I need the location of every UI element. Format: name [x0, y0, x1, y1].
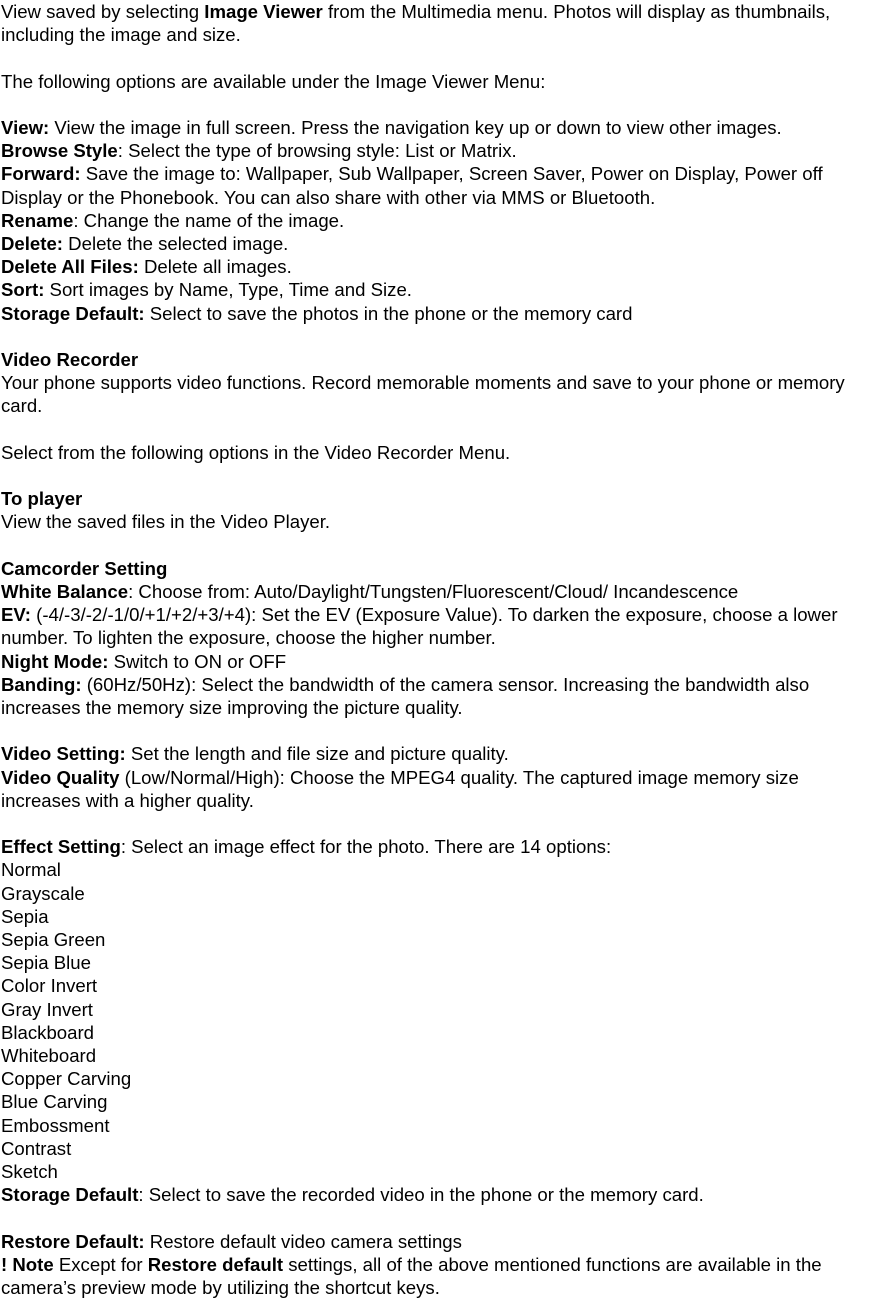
note-paragraph — [1, 1253, 874, 1299]
item-desc: Delete the selected image. — [63, 233, 289, 254]
image-viewer-item-delete — [1, 232, 874, 255]
item-desc: : Change the name of the image. — [73, 209, 345, 231]
item-term: Storage Default — [1, 1184, 139, 1206]
item-term: Video Setting: — [1, 743, 126, 765]
note-bold: Restore default — [147, 1253, 284, 1275]
item-desc: Delete all images. — [138, 256, 292, 278]
item-desc: View the image in full screen. Press the navigation key up or down to view other images. — [49, 116, 782, 138]
effect-option: Gray Invert — [1, 998, 93, 1020]
item-term: Night Mode: — [1, 650, 109, 672]
to-player-desc: View the saved files in the Video Player. — [1, 511, 331, 533]
intro-paragraph — [1, 0, 874, 46]
intro-post: from the Multimedia menu. Photos will display as thumbnails, including the image and size. — [1, 1, 831, 46]
video-recorder-menu-intro: Select from the following options in the Video Recorder Menu. — [1, 441, 511, 463]
item-desc: Select to save the photos in the phone or the memory card — [144, 302, 633, 324]
item-desc: Set the length and file size and picture quality. — [125, 743, 509, 765]
camcorder-item-ev — [1, 603, 874, 649]
heading-text: To player — [1, 488, 83, 510]
item-desc: (Low/Normal/High): Choose the MPEG4 quality. The captured image memory size increases with a higher quality. — [1, 766, 799, 811]
item-desc: Save the image to: Wallpaper, Sub Wallpaper, Screen Saver, Power on Display, Power off Display or the Phonebook. You can also share with other via MMS or Bluetooth. — [1, 163, 823, 208]
item-term: White Balance — [1, 580, 129, 602]
effect-option: Grayscale — [1, 882, 85, 904]
video-quality — [1, 766, 874, 812]
camcorder-heading — [1, 557, 874, 580]
item-term: View: — [1, 116, 50, 138]
restore-default — [1, 1230, 874, 1253]
item-desc: : Select an image effect for the photo. There are 14 options: — [120, 836, 612, 858]
item-desc: : Choose from: Auto/Daylight/Tungsten/Fluorescent/Cloud/ Incandescence — [128, 580, 739, 602]
item-desc: Switch to ON or OFF — [108, 650, 287, 672]
effect-option: Sketch — [1, 1161, 58, 1183]
item-term: Browse Style — [1, 140, 118, 162]
effect-option: Copper Carving — [1, 1068, 132, 1090]
effect-option: Color Invert — [1, 975, 98, 997]
item-term: Restore Default: — [1, 1230, 145, 1252]
camcorder-item-white-balance — [1, 580, 874, 603]
options-intro: The following options are available under the Image Viewer Menu: — [1, 70, 546, 92]
item-desc: Sort images by Name, Type, Time and Size. — [44, 279, 412, 301]
item-term: Banding: — [1, 673, 82, 695]
item-term: Storage Default: — [1, 302, 145, 324]
item-desc: : Select to save the recorded video in the phone or the memory card. — [138, 1184, 704, 1206]
image-viewer-item-view — [1, 116, 874, 139]
effect-option: Sepia Blue — [1, 952, 91, 974]
item-term: Effect Setting — [1, 836, 121, 858]
image-viewer-item-storage-default — [1, 302, 874, 325]
item-term: Delete: — [1, 233, 64, 254]
effect-option: Whiteboard — [1, 1045, 97, 1067]
video-setting — [1, 742, 874, 765]
note-post: settings, all of the above mentioned functions are available in the camera’s preview mode by utilizing the shortcut keys. — [1, 1253, 822, 1299]
effect-option: Blue Carving — [1, 1091, 108, 1113]
intro-pre: View saved by selecting — [1, 1, 205, 22]
image-viewer-item-rename — [1, 209, 874, 232]
item-term: Delete All Files: — [1, 256, 139, 278]
effect-option: Blackboard — [1, 1021, 95, 1043]
camcorder-item-night-mode — [1, 650, 874, 673]
item-term: Forward: — [1, 163, 81, 185]
heading-text: Camcorder Setting — [1, 557, 168, 579]
image-viewer-item-delete-all — [1, 255, 874, 278]
item-term: EV: — [1, 604, 31, 626]
effect-option: Contrast — [1, 1137, 72, 1159]
heading-text: Video Recorder — [1, 349, 139, 370]
effect-option: Sepia Green — [1, 929, 106, 950]
item-term: Video Quality — [1, 766, 120, 788]
item-desc: (-4/-3/-2/-1/0/+1/+2/+3/+4): Set the EV (Exposure Value). To darken the exposure, choose a lower number. To lighten the exposure, choose the higher number. — [1, 604, 838, 649]
note-pre: Except for — [53, 1253, 148, 1275]
video-recorder-heading — [1, 348, 874, 371]
effect-setting — [1, 835, 874, 858]
image-viewer-item-browse-style — [1, 139, 874, 162]
item-desc: : Select the type of browsing style: List or Matrix. — [117, 140, 517, 162]
effect-option: Embossment — [1, 1114, 110, 1136]
camcorder-item-banding — [1, 673, 874, 719]
item-desc: Restore default video camera settings — [144, 1230, 462, 1252]
item-desc: (60Hz/50Hz): Select the bandwidth of the camera sensor. Increasing the bandwidth also increases the memory size improving the picture quality. — [1, 673, 810, 718]
item-term: Sort: — [1, 279, 45, 301]
image-viewer-item-forward — [1, 162, 874, 208]
item-term: Rename — [1, 209, 74, 231]
intro-bold: Image Viewer — [204, 1, 323, 22]
storage-default — [1, 1183, 874, 1206]
image-viewer-item-sort — [1, 278, 874, 301]
to-player-heading — [1, 487, 874, 510]
effect-option: Sepia — [1, 905, 49, 927]
note-label: ! Note — [1, 1253, 54, 1275]
effect-option: Normal — [1, 859, 61, 881]
video-recorder-desc: Your phone supports video functions. Record memorable moments and save to your phone or memory card. — [1, 372, 845, 417]
effect-options-list — [1, 858, 874, 1183]
